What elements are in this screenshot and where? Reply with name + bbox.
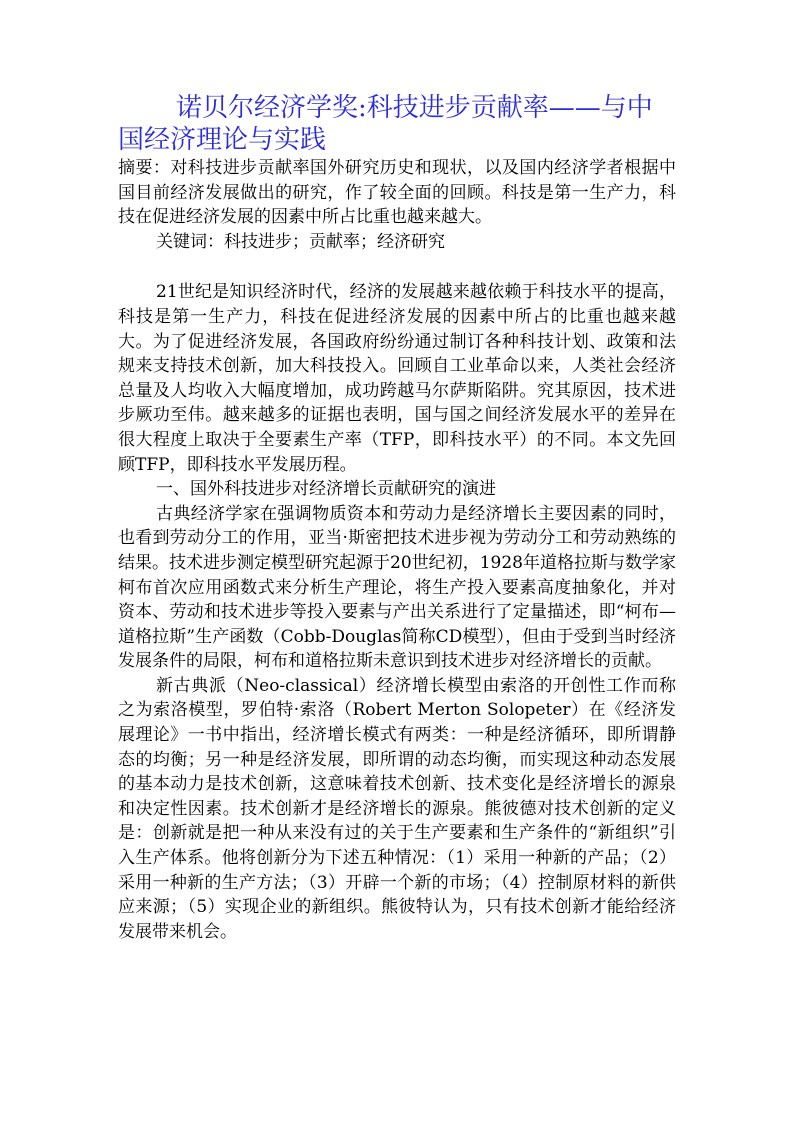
section-heading: 一、国外科技进步对经济增长贡献研究的演进 [156,479,496,500]
abstract-text: 摘要：对科技进步贡献率国外研究历史和现状，以及国内经济学者根据中国目前经济发展做出的研究，作了较全面的回顾。科技是第一生产力，科技在促进经济发展的因素中所占比重也越来越大。 [118,158,676,228]
paragraph-spacer [118,254,676,280]
keywords-text: 关键词：科技进步；贡献率；经济研究 [156,231,445,252]
neoclassical-paragraph: 新古典派（Neo-classical）经济增长模型由索洛的开创性工作而称之为索洛模型，罗伯特·索洛（Robert Merton Solopeter）在《经济发展理论》一书中指出，经济增长模式有两类：一种是经济循环，即所谓静态的均衡；另一种是经济发展，即所谓的动态均衡，而实现这种动态发展的基本动力是技术创新，这意味着技术创新、技术变化是经济增长的源泉和决定性因素。技术创新才是经济增长的源泉。熊彼德对技术创新的定义是：创新就是把一种从来没有过的关于生产要素和生产条件的“新组织”引入生产体系。他将创新分为下述五种情况：（1）采用一种新的产品；（2）采用一种新的生产方法；（3）开辟一个新的市场；（4）控制原材料的新供应来源；（5）实现企业的新组织。熊彼特认为，只有技术创新才能给经济发展带来机会。 [118,675,676,942]
classical-paragraph: 古典经济学家在强调物质资本和劳动力是经济增长主要因素的同时，也看到劳动分工的作用，亚当·斯密把技术进步视为劳动分工和劳动熟练的结果。技术进步测定模型研究起源于20世纪初，1928年道格拉斯与数学家柯布首次应用函数式来分析生产理论，将生产投入要素高度抽象化，并对资本、劳动和技术进步等投入要素与产出关系进行了定量描述，即“柯布—道格拉斯”生产函数（Cobb-Douglas简称CD模型），但由于受到当时经济发展条件的局限，柯布和道格拉斯未意识到技术进步对经济增长的贡献。 [118,503,676,672]
document-title: 诺贝尔经济学奖:科技进步贡献率——与中国经济理论与实践 [118,93,653,155]
intro-paragraph: 21世纪是知识经济时代，经济的发展越来越依赖于科技水平的提高，科技是第一生产力，科技在促进经济发展的因素中所占的比重也越来越大。为了促进经济发展，各国政府纷纷通过制订各种科技计划、政策和法规来支持技术创新，加大科技投入。回顾自工业革命以来，人类社会经济总量及人均收入大幅度增加，成功跨越马尔萨斯陷阱。究其原因，技术进步厥功至伟。越来越多的证据也表明，国与国之间经济发展水平的差异在很大程度上取决于全要素生产率（TFP，即科技水平）的不同。本文先回顾TFP，即科技水平发展历程。 [118,282,676,475]
document-page [118,92,676,944]
